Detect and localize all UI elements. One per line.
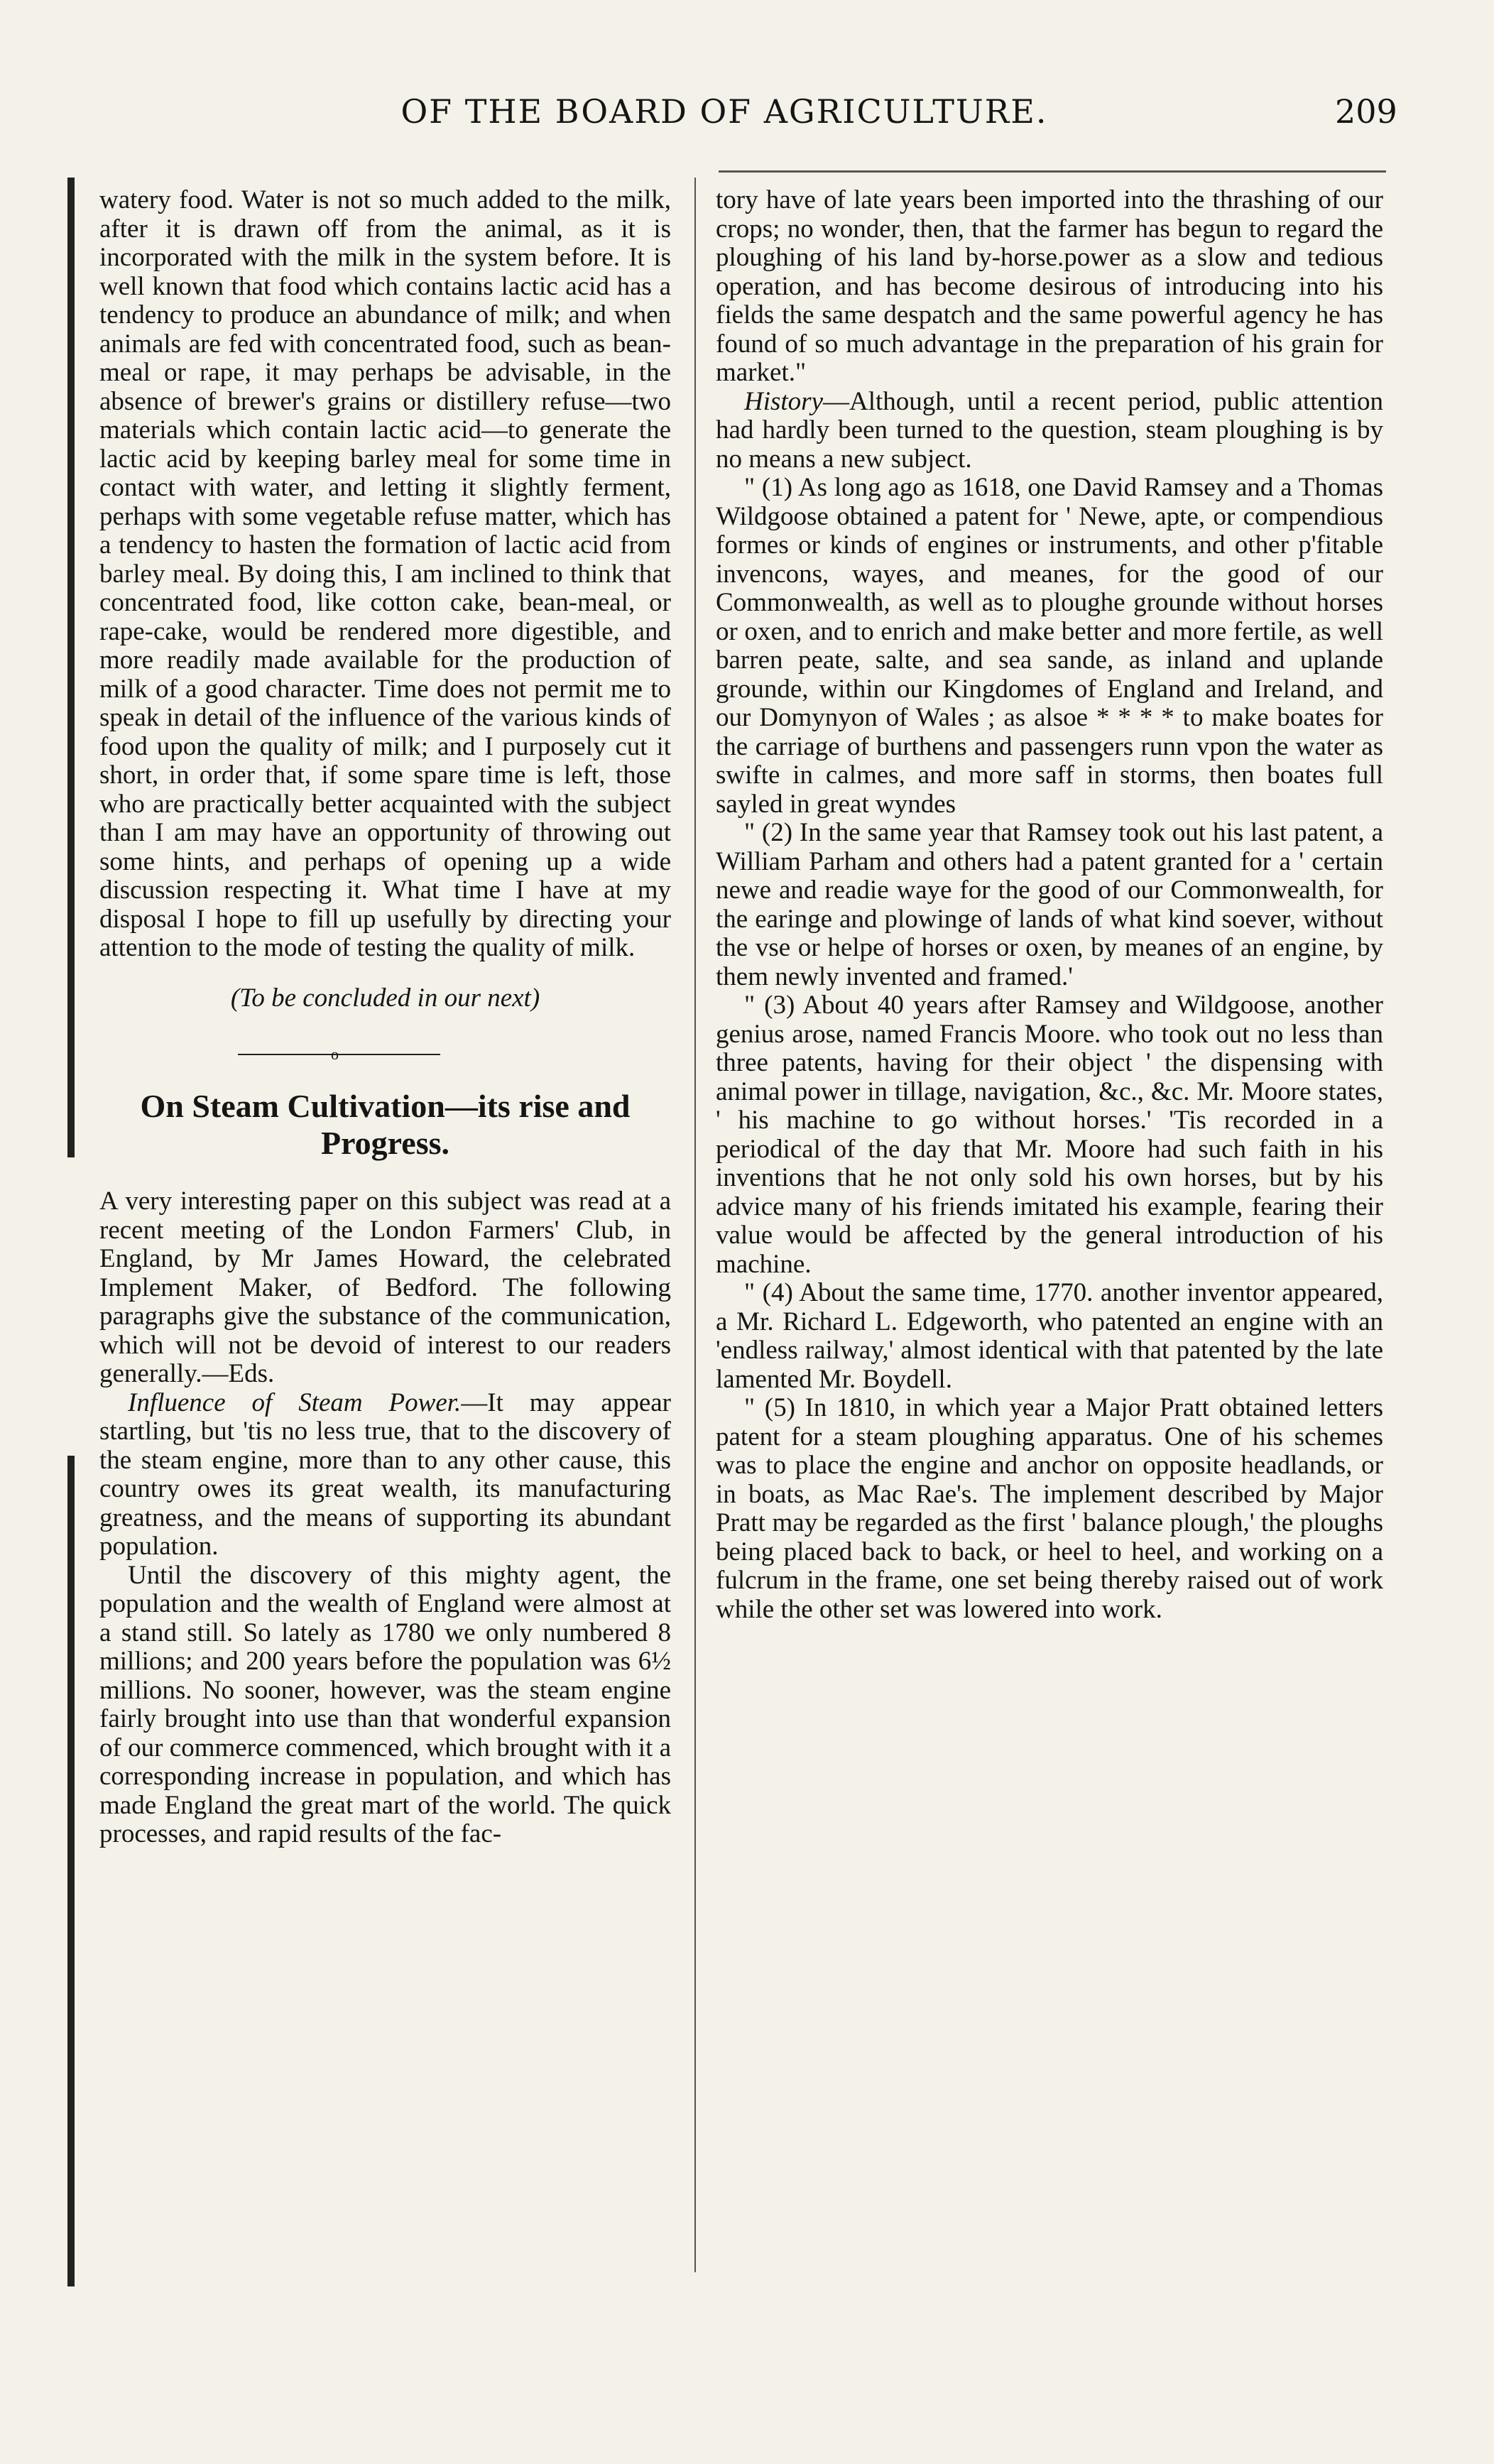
- left-column: [99, 186, 671, 1849]
- column-top-rule: [719, 170, 1386, 173]
- section-heading: [99, 1088, 671, 1162]
- separator-ornament: o: [331, 1045, 339, 1063]
- separator-line: [238, 1054, 440, 1055]
- binding-edge-shadow: [67, 1456, 75, 2286]
- patent-item-1: " (1) As long ago as 1618, one David Ramsey and a Thomas Wildgoose obtained a patent for ' Newe, apte, or compendious formes or kinds of engines or instruments, and other p'fitable invencons, wayes, and meanes, for the good of our Commonwealth, as well as to ploughe grounde without horses or oxen, and to enrich and make better and more fertile, as well barren peate, salte, and sea sande, as inland and uplande grounde, within our Kingdomes of England and Ireland, and our Domynyon of Wales ; as alsoe * * * * to make boates for the carriage of burthens and passengers runn vpon the water as swifte in calmes, and more saff in storms, then boates full sayled in great wyndes: [716, 473, 1383, 819]
- patent-item-2: " (2) In the same year that Ramsey took out his last patent, a William Parham and others had a patent granted for a ' certain newe and readie waye for the good of our Commonwealth, for the earinge and plowinge of lands of what kind soever, without the vse or helpe of horses or oxen, by meanes of an engine, by them newly invented and framed.': [716, 818, 1383, 991]
- history-label: History: [744, 386, 823, 416]
- intro-paragraph: A very interesting paper on this subject was read at a recent meeting of the London Farmers' Club, in England, by Mr James Howard, the celebrated Implement Maker, of Bedford. The following paragraphs give the substance of the communication, which will not be devoid of interest to our readers generally.—Eds.: [99, 1187, 671, 1388]
- binding-edge-shadow: [67, 178, 75, 1157]
- page-number: 209: [1335, 92, 1397, 131]
- right-column: [716, 186, 1383, 1624]
- history-text: —Although, until a recent period, public attention had hardly been turned to the question, steam ploughing is by no means a new subject.: [716, 386, 1383, 474]
- influence-label: Influence of Steam Power.: [128, 1388, 462, 1417]
- influence-text: —It may appear startling, but 'tis no less true, that to the discovery of the steam engine, more than to any other cause, this country owes its great wealth, its manufacturing greatness, and the means of supporting its abundant population.: [99, 1388, 671, 1561]
- patent-item-3: " (3) About 40 years after Ramsey and Wildgoose, another genius arose, named Francis Moore. who took out no less than three patents, having for their object ' the dispensing with animal power in tillage, navigation, &c., &c. Mr. Moore states, ' his machine to go without horses.' 'Tis recorded in a periodical of the day that Mr. Moore had such faith in his inventions that he not only sold his own horses, but by his advice many of his friends imitated his example, fearing their value would be affected by the general introduction of his machine.: [716, 991, 1383, 1279]
- history-paragraph: [716, 388, 1383, 474]
- running-title: OF THE BOARD OF AGRICULTURE.: [400, 92, 1048, 131]
- continued-note: (To be concluded in our next): [230, 983, 540, 1013]
- section-heading-line-1: On Steam Cultivation—its rise and: [140, 1088, 631, 1124]
- tory-paragraph: tory have of late years been imported into the thrashing of our crops; no wonder, then, that the farmer has begun to regard the ploughing of his land by-horse.power as a slow and tedious operation, and has become desirous of introducing into his fields the same despatch and the same powerful agency he has found of so much advantage in the preparation of his grain for market.": [716, 185, 1383, 387]
- running-head: [0, 92, 1494, 149]
- section-heading-line-2: Progress.: [321, 1125, 449, 1161]
- influence-paragraph: [99, 1389, 671, 1561]
- patent-item-4: " (4) About the same time, 1770. another inventor appeared, a Mr. Richard L. Edgeworth, who patented an engine with an 'endless railway,' almost identical with that patented by the late lamented Mr. Boydell.: [716, 1278, 1383, 1394]
- patent-item-5: " (5) In 1810, in which year a Major Pratt obtained letters patent for a steam ploughing apparatus. One of his schemes was to place the engine and anchor on opposite headlands, or in boats, as Mac Rae's. The implement described by Major Pratt may be regarded as the first ' balance plough,' the ploughs being placed back to back, or heel to heel, and working on a fulcrum in the frame, one set being thereby raised out of work while the other set was lowered into work.: [716, 1393, 1383, 1624]
- milk-article-paragraph: watery food. Water is not so much added to the milk, after it is drawn off from the animal, as it is incorporated with the milk in the system before. It is well known that food which contains lactic acid has a tendency to produce an abundance of milk; and when animals are fed with concentrated food, such as bean-meal or rape, it may perhaps be advisable, in the absence of brewer's grains or distillery refuse—two materials which contain lactic acid—to generate the lactic acid by keeping barley meal for some time in contact with water, and letting it slightly ferment, perhaps with some vegetable refuse matter, which has a tendency to hasten the formation of lactic acid from barley meal. By doing this, I am inclined to think that concentrated food, like cotton cake, bean-meal, or rape-cake, would be rendered more digestible, and more readily made available for the production of milk of a good character. Time does not permit me to speak in detail of the influence of the various kinds of food upon the quality of milk; and I purposely cut it short, in order that, if some spare time is left, those who are practically better acquainted with the subject than I am may have an opportunity of throwing out some hints, and perhaps of opening up a wide discussion respecting it. What time I have at my disposal I hope to fill up usefully by directing your attention to the mode of testing the quality of milk.: [99, 185, 671, 962]
- until-paragraph: Until the discovery of this mighty agent, the population and the wealth of England were almost at a stand still. So lately as 1780 we only numbered 8 millions; and 200 years before the population was 6½ millions. No sooner, however, was the steam engine fairly brought into use than that wonderful expansion of our commerce commenced, which brought with it a corresponding increase in population, and which has made England the great mart of the world. The quick processes, and rapid results of the fac-: [99, 1560, 671, 1848]
- section-separator: [99, 1041, 671, 1069]
- column-divider-rule: [694, 178, 696, 2272]
